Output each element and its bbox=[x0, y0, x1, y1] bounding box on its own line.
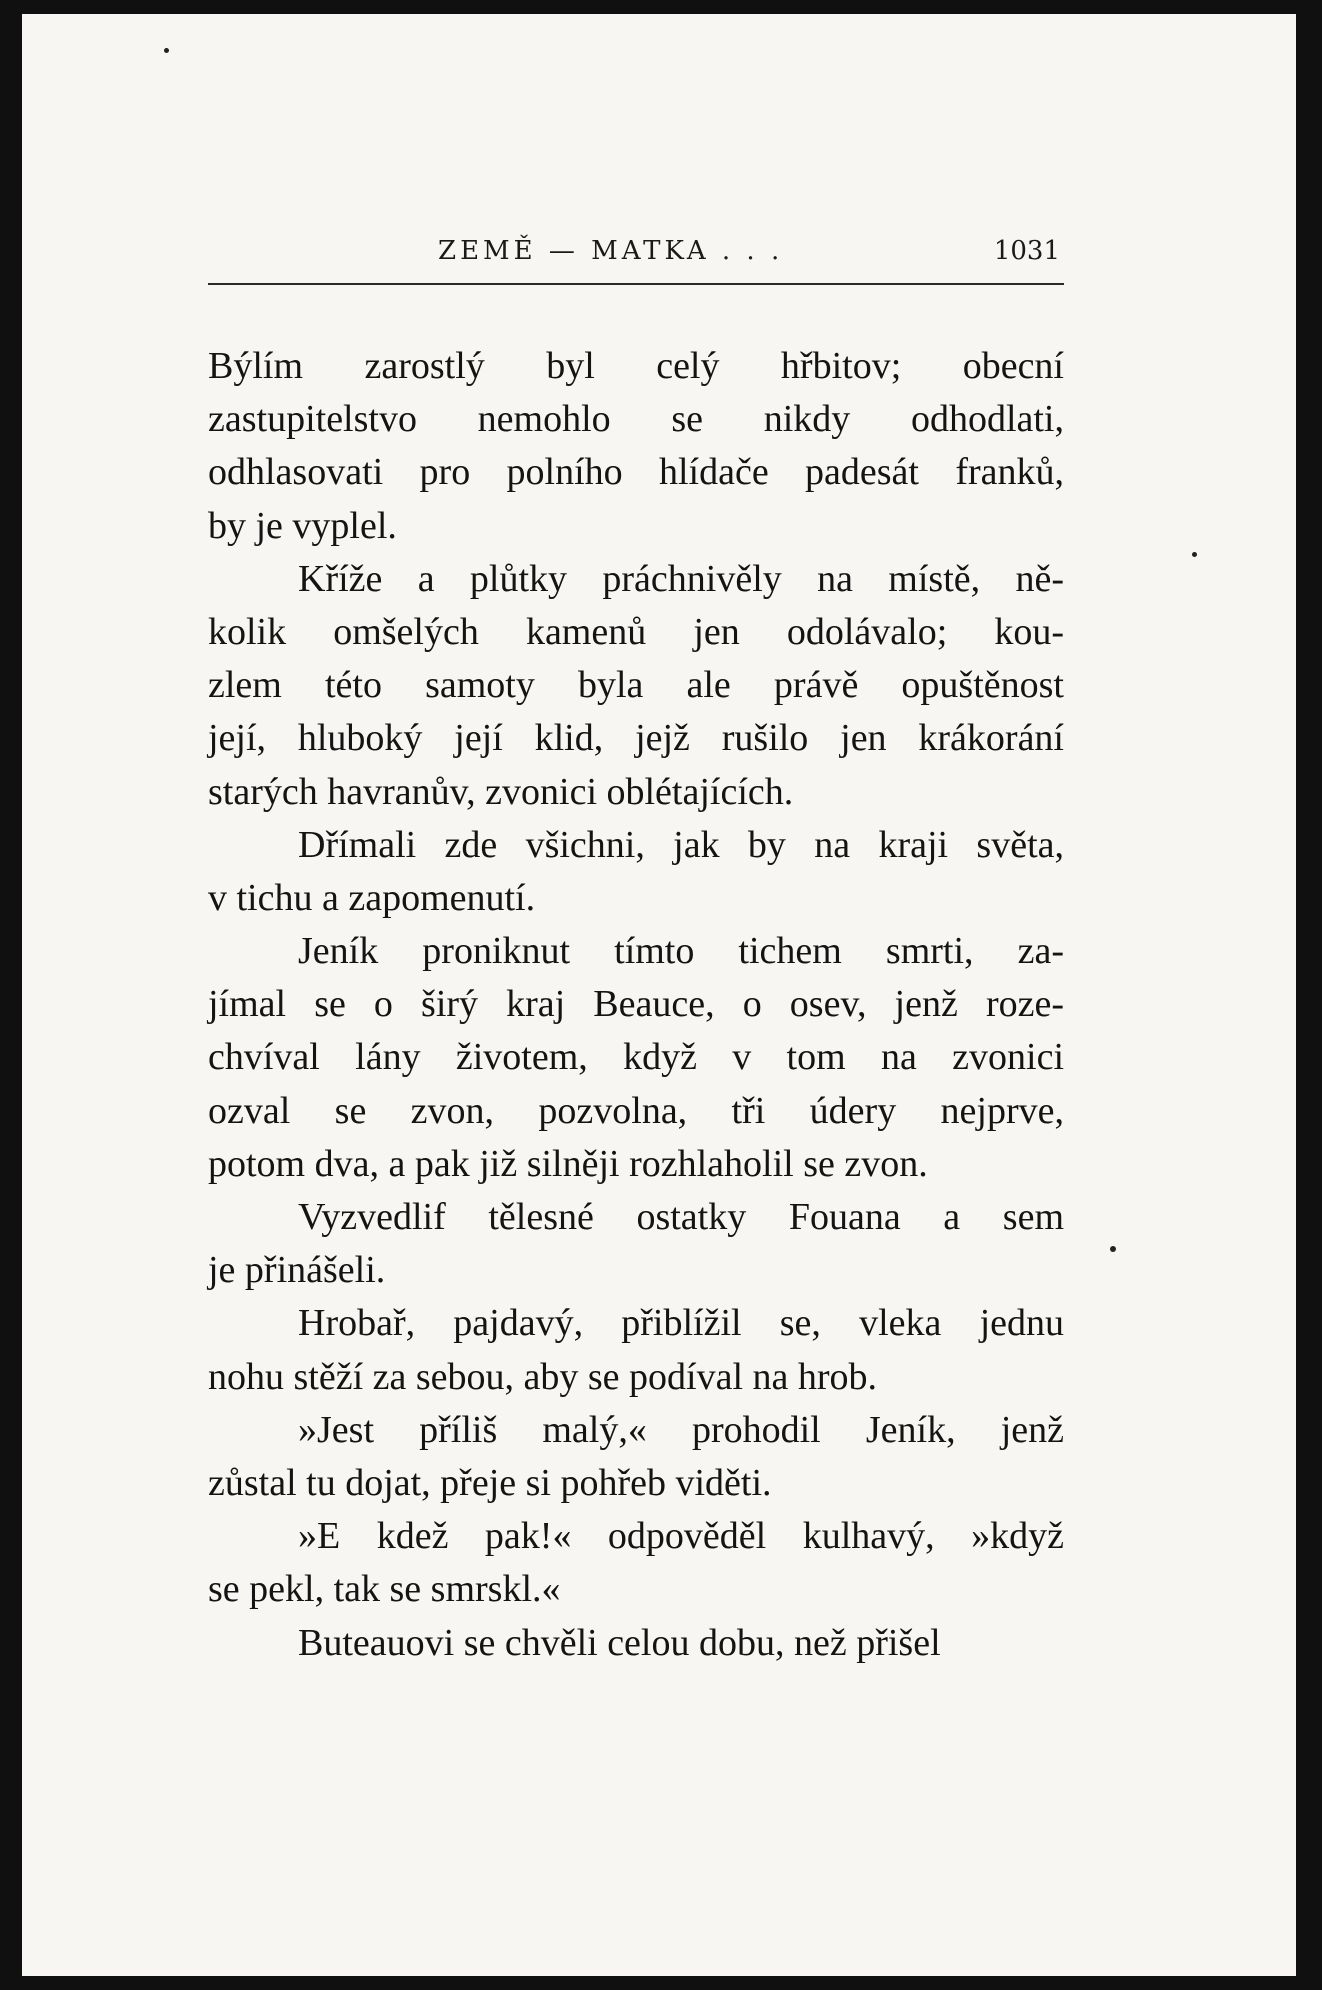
text-line: Jeník proniknut tímto tichem smrti, za- bbox=[298, 930, 1064, 973]
running-title: ZEMĚ — MATKA . . . bbox=[438, 236, 784, 266]
text-line: odhlasovati pro polního hlídače padesát franků, bbox=[208, 451, 1064, 494]
header-rule bbox=[208, 283, 1064, 285]
text-line: v tichu a zapomenutí. bbox=[208, 876, 536, 919]
text-line: Býlím zarostlý byl celý hřbitov; obecní bbox=[208, 345, 1064, 387]
text-line: potom dva, a pak již silněji rozhlaholil se zvon. bbox=[208, 1142, 928, 1185]
text-line: Dřímali zde všichni, jak by na kraji světa, bbox=[298, 823, 1064, 866]
text-line: se pekl, tak se smrskl.« bbox=[208, 1568, 561, 1611]
text-line: její, hluboký její klid, jejž rušilo jen krákorání bbox=[208, 717, 1064, 760]
print-speck bbox=[1110, 1246, 1116, 1252]
text-line: jímal se o širý kraj Beauce, o osev, jenž roze- bbox=[208, 983, 1064, 1026]
text-line: »Jest příliš malý,« prohodil Jeník, jenž bbox=[298, 1408, 1064, 1451]
body-text bbox=[208, 340, 1064, 1670]
text-line: zlem této samoty byla ale právě opuštěnost bbox=[208, 664, 1064, 707]
print-speck bbox=[164, 48, 169, 53]
text-line: Buteauovi se chvěli celou dobu, než přišel bbox=[298, 1621, 941, 1664]
text-line: chvíval lány životem, když v tom na zvonici bbox=[208, 1036, 1064, 1079]
text-line: kolik omšelých kamenů jen odolávalo; kou- bbox=[208, 610, 1064, 653]
text-line: »E kdež pak!« odpověděl kulhavý, »když bbox=[298, 1515, 1064, 1558]
page-number: 1031 bbox=[993, 236, 1060, 266]
text-line: starých havranův, zvonici oblétajících. bbox=[208, 770, 794, 813]
print-speck bbox=[1192, 552, 1197, 557]
text-line: Hrobař, pajdavý, přiblížil se, vleka jednu bbox=[298, 1302, 1064, 1345]
text-line: ozval se zvon, pozvolna, tři údery nejprve, bbox=[208, 1089, 1064, 1132]
text-line: Vyzvedlif tělesné ostatky Fouana a sem bbox=[298, 1196, 1064, 1238]
text-line: zastupitelstvo nemohlo se nikdy odhodlati, bbox=[208, 398, 1064, 441]
text-line: je přinášeli. bbox=[208, 1249, 386, 1292]
text-line: nohu stěží za sebou, aby se podíval na hrob. bbox=[208, 1355, 878, 1398]
text-line: by je vyplel. bbox=[208, 504, 397, 547]
running-head bbox=[208, 232, 1064, 276]
text-line: zůstal tu dojat, přeje si pohřeb viděti. bbox=[208, 1461, 772, 1504]
text-line: Kříže a plůtky práchnivěly na místě, ně- bbox=[298, 557, 1064, 600]
